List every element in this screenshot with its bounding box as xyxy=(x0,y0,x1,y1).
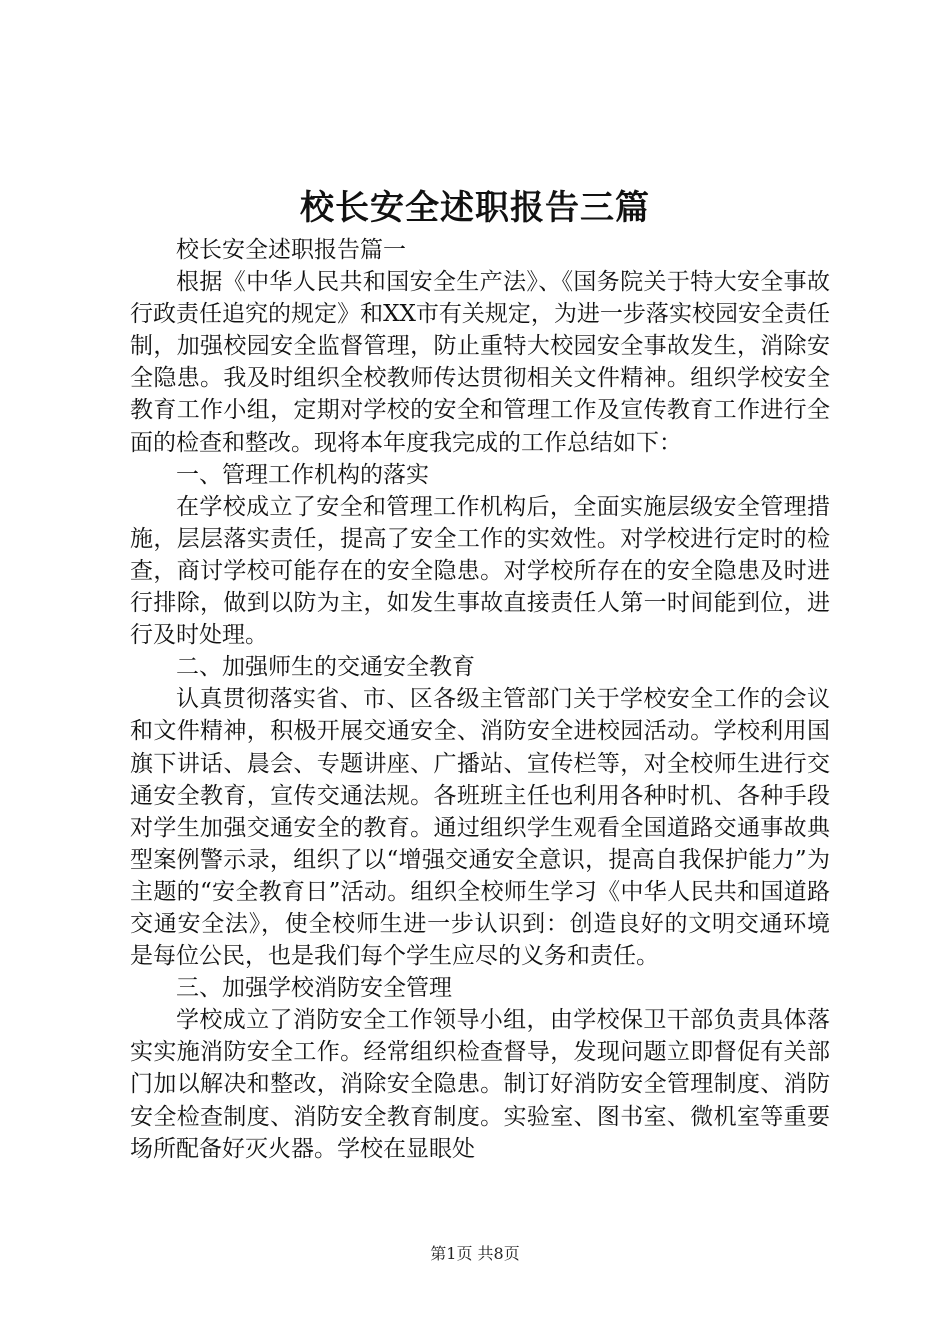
document-title: 校长安全述职报告三篇 xyxy=(300,188,650,228)
body-paragraph: 根据《中华人民共和国安全生产法》、《国务院关于特大安全事故行政责任追究的规定》和XX市有关规定，为进一步落实校园安全责任制，加强校园安全监督管理，防止重特大校园安全事故发生，消除安全隐患。我及时组织全校教师传达贯彻相关文件精神。组织学校安全教育工作小组，定期对学校的安全和管理工作及宣传教育工作进行全面的检查和整改。现将本年度我完成的工作总结如下： xyxy=(130,269,830,456)
section-heading: 一、管理工作机构的落实 xyxy=(176,461,429,488)
page-number-footer: 第1页 共8页 xyxy=(430,1244,520,1263)
body-paragraph: 在学校成立了安全和管理工作机构后，全面实施层级安全管理措施，层层落实责任，提高了安全工作的实效性。对学校进行定时的检查，商讨学校可能存在的安全隐患。对学校所存在的安全隐患及时进行排除，做到以防为主，如发生事故直接责任人第一时间能到位，进行及时处理。 xyxy=(130,493,830,649)
body-paragraph: 学校成立了消防安全工作领导小组，由学校保卫干部负责具体落实实施消防安全工作。经常组织检查督导，发现问题立即督促有关部门加以解决和整改，消除安全隐患。制订好消防安全管理制度、消防安全检查制度、消防安全教育制度。实验室、图书室、微机室等重要场所配备好灭火器。学校在显眼处 xyxy=(130,1007,830,1162)
section-heading: 三、加强学校消防安全管理 xyxy=(176,975,452,1002)
body-paragraph: 认真贯彻落实省、市、区各级主管部门关于学校安全工作的会议和文件精神，积极开展交通安全、消防安全进校园活动。学校利用国旗下讲话、晨会、专题讲座、广播站、宣传栏等，对全校师生进行交通安全教育，宣传交通法规。各班班主任也利用各种时机、各种手段对学生加强交通安全的教育。通过组织学生观看全国道路交通事故典型案例警示录，组织了以“增强交通安全意识，提高自我保护能力”为主题的“安全教育日”活动。组织全校师生学习《中华人民共和国道路交通安全法》，使全校师生进一步认识到：创造良好的文明交通环境是每位公民，也是我们每个学生应尽的义务和责任。 xyxy=(130,686,830,970)
section-heading: 校长安全述职报告篇一 xyxy=(176,237,406,263)
section-heading: 二、加强师生的交通安全教育 xyxy=(176,654,475,681)
document-body xyxy=(130,234,830,1165)
